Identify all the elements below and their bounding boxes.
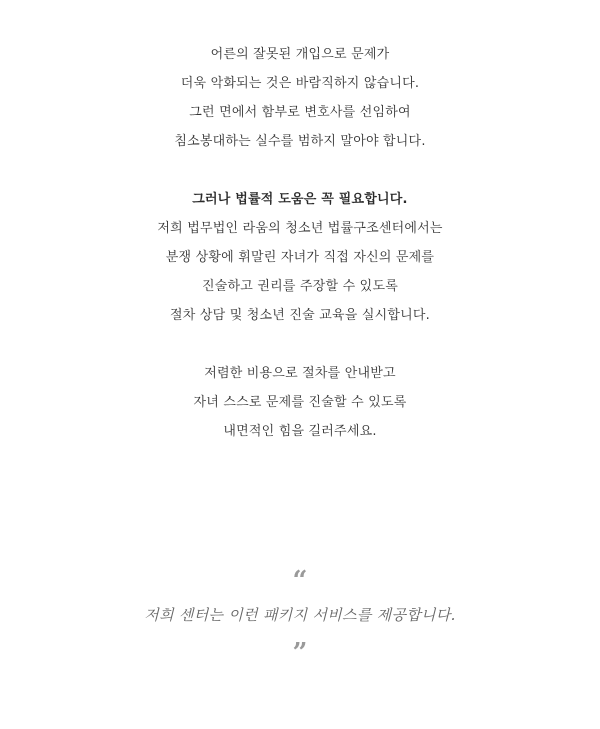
text-line: 그런 면에서 함부로 변호사를 선임하여 [189, 105, 411, 120]
text-line: 진술하고 권리를 주장할 수 있도록 [202, 279, 398, 294]
text-line: 자녀 스스로 문제를 진술할 수 있도록 [193, 395, 407, 410]
open-quote-icon: “ [292, 566, 308, 596]
text-line: 침소봉대하는 실수를 범하지 말아야 합니다. [174, 134, 426, 149]
text-line: 분쟁 상황에 휘말린 자녀가 직접 자신의 문제를 [165, 250, 435, 265]
text-line: 내면적인 힘을 길러주세요. [223, 424, 377, 439]
emphasis-line: 그러나 법률적 도움은 꼭 필요합니다. [192, 192, 408, 207]
intro-section [0, 40, 600, 446]
text-line: 어른의 잘못된 개입으로 문제가 [210, 47, 390, 62]
text-line: 저렴한 비용으로 절차를 안내받고 [204, 366, 396, 381]
close-quote-icon: ” [292, 638, 308, 668]
service-quote [0, 568, 600, 666]
quote-text: 저희 센터는 이런 패키지 서비스를 제공합니다. [144, 606, 456, 624]
text-line: 더욱 악화되는 것은 바람직하지 않습니다. [180, 76, 420, 91]
intro-paragraph-2 [0, 185, 600, 330]
text-line: 절차 상담 및 청소년 진술 교육을 실시합니다. [170, 308, 430, 323]
intro-paragraph-1 [0, 40, 600, 156]
intro-paragraph-3 [0, 359, 600, 446]
text-line: 저희 법무법인 라움의 청소년 법률구조센터에서는 [157, 221, 443, 236]
